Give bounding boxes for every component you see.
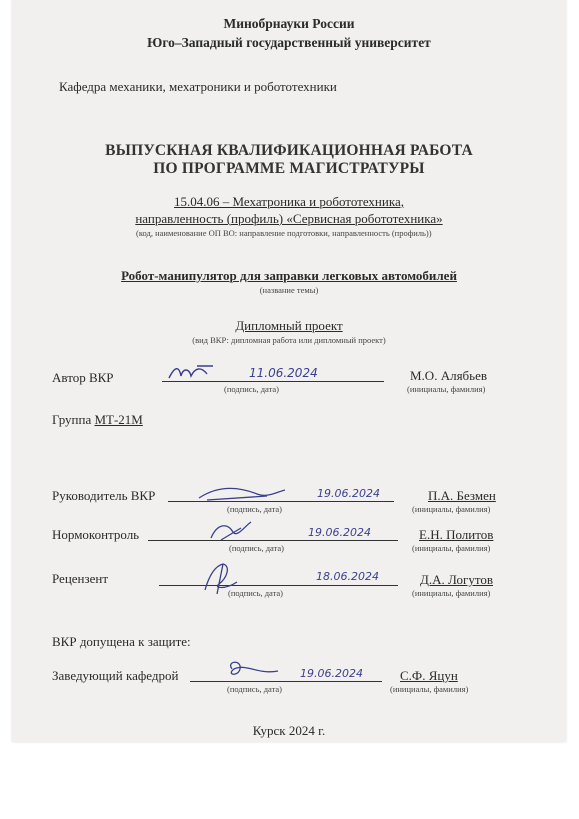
topic-caption: (название темы) bbox=[259, 285, 319, 295]
supervisor-date: 19.06.2024 bbox=[317, 487, 380, 500]
head-signature-line bbox=[190, 681, 382, 682]
work-type: Дипломный проект bbox=[235, 318, 343, 333]
document-page bbox=[12, 0, 566, 742]
reviewer-label: Рецензент bbox=[52, 571, 109, 586]
author-date: 11.06.2024 bbox=[249, 366, 318, 380]
ministry-header: Минобрнауки России bbox=[223, 16, 355, 31]
head-label: Заведующий кафедрой bbox=[52, 668, 179, 683]
author-name: М.О. Алябьев bbox=[410, 368, 488, 383]
supervisor-sign-caption: (подпись, дата) bbox=[227, 504, 283, 514]
work-title-line1: ВЫПУСКНАЯ КВАЛИФИКАЦИОННАЯ РАБОТА bbox=[105, 142, 473, 159]
reviewer-name: Д.А. Логутов bbox=[420, 572, 493, 587]
author-name-caption: (инициалы, фамилия) bbox=[407, 384, 486, 394]
supervisor-name-caption: (инициалы, фамилия) bbox=[412, 504, 491, 514]
reviewer-date: 18.06.2024 bbox=[316, 570, 379, 583]
head-date: 19.06.2024 bbox=[300, 667, 363, 680]
normcontrol-name-caption: (инициалы, фамилия) bbox=[412, 543, 491, 553]
supervisor-label: Руководитель ВКР bbox=[52, 488, 156, 503]
reviewer-sign-caption: (подпись, дата) bbox=[228, 588, 284, 598]
group-label: Группа bbox=[52, 412, 92, 427]
head-signature bbox=[222, 659, 282, 681]
admission-text: ВКР допущена к защите: bbox=[52, 634, 191, 649]
supervisor-signature bbox=[197, 484, 287, 504]
work-type-caption: (вид ВКР: дипломная работа или дипломный проект) bbox=[192, 335, 386, 345]
footer-city-year: Курск 2024 г. bbox=[252, 723, 326, 738]
head-sign-caption: (подпись, дата) bbox=[227, 684, 283, 694]
normcontrol-date: 19.06.2024 bbox=[308, 526, 371, 539]
normcontrol-sign-caption: (подпись, дата) bbox=[229, 543, 285, 553]
supervisor-name: П.А. Безмен bbox=[428, 488, 496, 503]
head-name-caption: (инициалы, фамилия) bbox=[390, 684, 469, 694]
department-line: Кафедра механики, мехатроники и робототехники bbox=[59, 79, 337, 94]
program-profile: направленность (профиль) «Сервисная робототехника» bbox=[135, 211, 443, 226]
program-code: 15.04.06 – Мехатроника и робототехника, bbox=[174, 194, 404, 209]
work-title-line2: ПО ПРОГРАММЕ МАГИСТРАТУРЫ bbox=[153, 160, 425, 177]
reviewer-signature-line bbox=[159, 585, 398, 586]
normcontrol-name: Е.Н. Политов bbox=[419, 527, 494, 542]
normcontrol-signature-line bbox=[148, 540, 398, 541]
author-signature bbox=[167, 362, 217, 384]
group-row bbox=[52, 412, 143, 428]
program-caption: (код, наименование ОП ВО: направление подготовки, направленность (профиль)) bbox=[136, 228, 432, 238]
university-header: Юго–Западный государственный университет bbox=[147, 35, 431, 50]
author-sign-caption: (подпись, дата) bbox=[224, 384, 280, 394]
head-name: С.Ф. Яцун bbox=[400, 668, 458, 683]
author-label: Автор ВКР bbox=[52, 370, 114, 385]
group-value: МТ-21М bbox=[94, 412, 143, 427]
reviewer-name-caption: (инициалы, фамилия) bbox=[412, 588, 491, 598]
normcontrol-signature bbox=[207, 518, 255, 544]
normcontrol-label: Нормоконтроль bbox=[52, 527, 140, 542]
thesis-topic: Робот-манипулятор для заправки легковых автомобилей bbox=[121, 268, 457, 283]
